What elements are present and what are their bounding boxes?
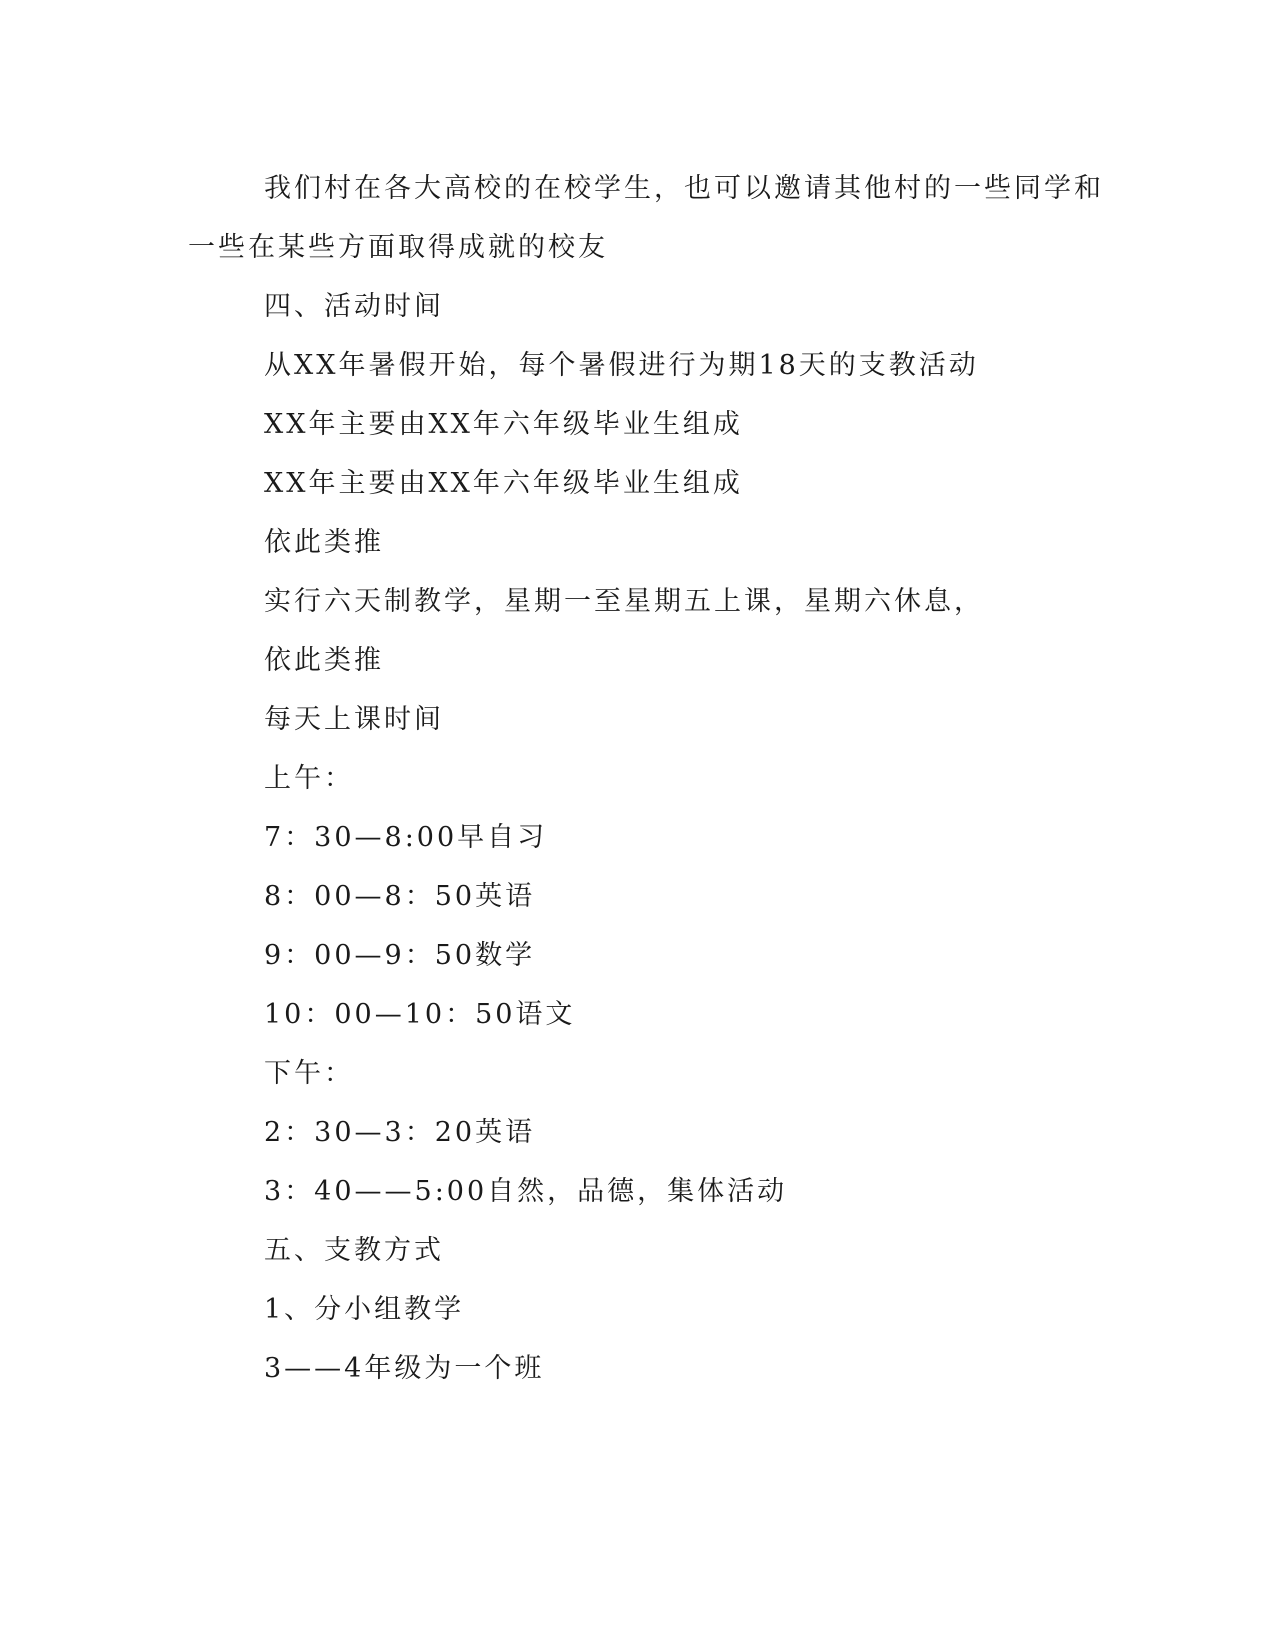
schedule-item: 7：30—8:00早自习 [264,822,548,853]
paragraph-line: XX年主要由XX年六年级毕业生组成 [264,409,743,440]
section-heading: 五、支教方式 [264,1235,444,1266]
paragraph-line: 依此类推 [264,645,384,676]
section-heading: 四、活动时间 [264,291,444,322]
schedule-item: 8：00—8：50英语 [264,881,536,912]
paragraph-line: 依此类推 [264,527,384,558]
paragraph-line: 实行六天制教学，星期一至星期五上课，星期六休息， [264,586,984,617]
schedule-label: 下午： [264,1058,354,1089]
paragraph-line: 每天上课时间 [264,704,444,735]
schedule-label: 上午： [264,763,354,794]
paragraph-line: 3——4年级为一个班 [264,1353,545,1384]
schedule-item: 3：40——5:00自然，品德，集体活动 [264,1176,788,1207]
schedule-item: 9：00—9：50数学 [264,940,536,971]
schedule-item: 10：00—10：50语文 [264,999,576,1030]
schedule-item: 2：30—3：20英语 [264,1117,536,1148]
paragraph-line: 一些在某些方面取得成就的校友 [188,232,608,263]
paragraph-line: XX年主要由XX年六年级毕业生组成 [264,468,743,499]
paragraph-line: 从XX年暑假开始，每个暑假进行为期18天的支教活动 [264,350,979,381]
paragraph-line: 我们村在各大高校的在校学生，也可以邀请其他村的一些同学和 [264,173,1104,204]
paragraph-line: 1、分小组教学 [264,1294,465,1325]
